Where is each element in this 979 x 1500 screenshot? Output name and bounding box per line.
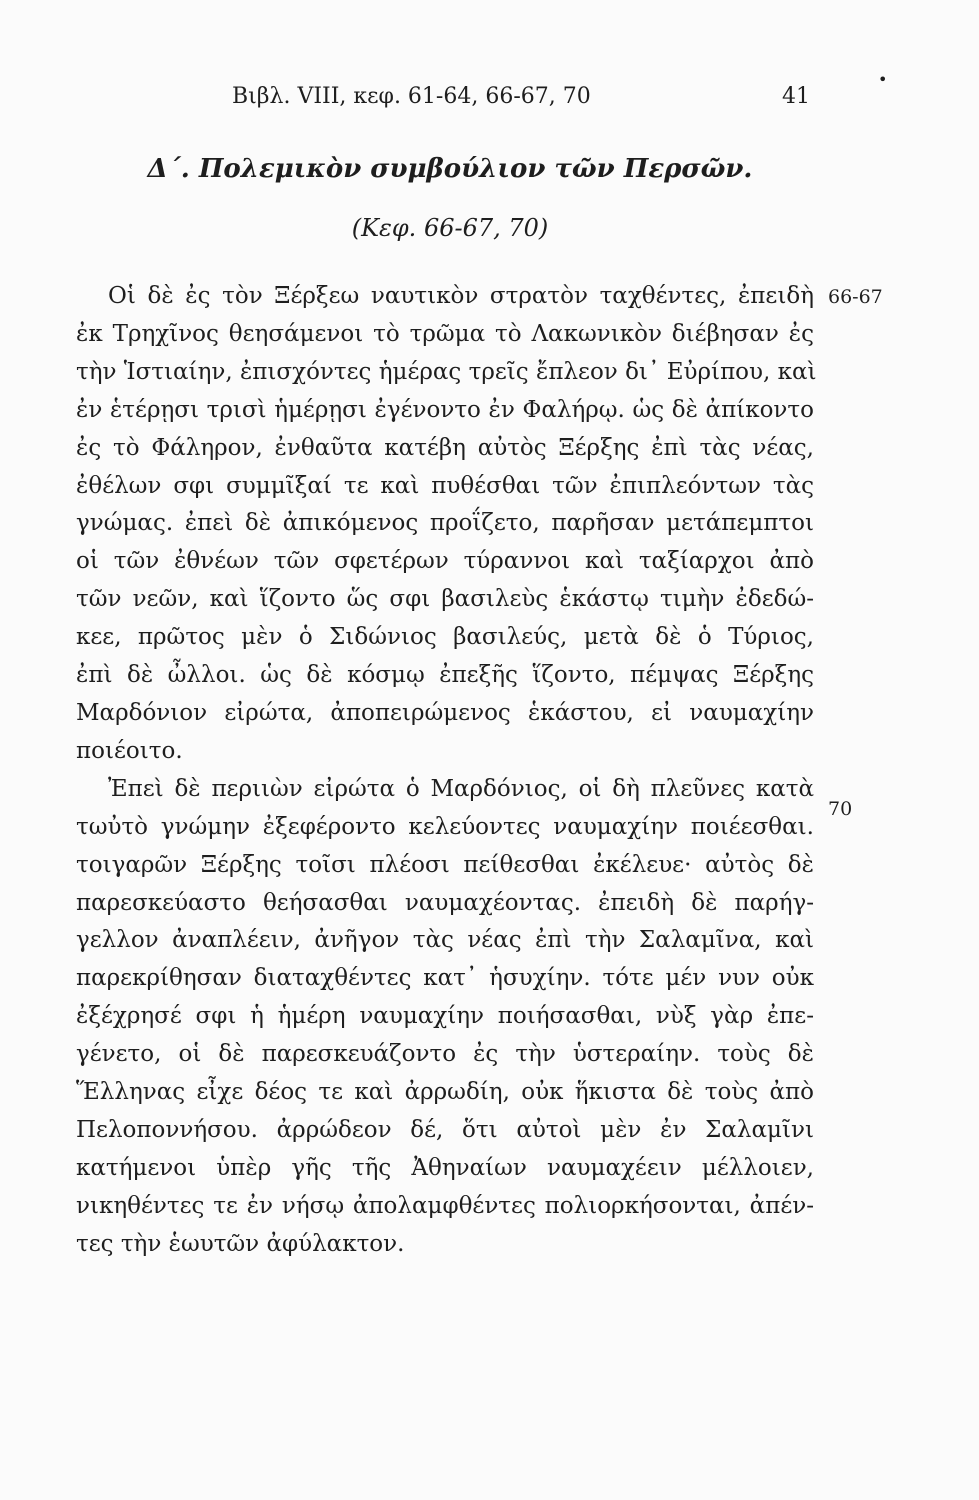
text-line: ἐξέχρησέ σφι ἡ ἡμέρη ναυμαχίην ποιήσασθαι, νὺξ γὰρ ἐπε- bbox=[76, 1003, 814, 1030]
margin-chapter-ref: 70 bbox=[828, 798, 853, 820]
body-text bbox=[76, 278, 817, 1264]
text-line: παρεσκεύαστο θεήσασθαι ναυμαχέοντας. ἐπειδὴ δὲ παρήγ- bbox=[76, 889, 814, 916]
page-number: 41 bbox=[782, 84, 810, 109]
text-line: τῶν νεῶν, καὶ ἵζοντο ὥς σφι βασιλεὺς ἑκάστῳ τιμὴν ἐδεδώ- bbox=[76, 586, 814, 613]
running-head: Βιβλ. VIII, κεφ. 61-64, 66-67, 70 bbox=[232, 84, 591, 109]
text-line: παρεκρίθησαν διαταχθέντες κατ᾽ ἡσυχίην. τότε μέν νυν οὐκ bbox=[76, 965, 814, 992]
page-header bbox=[232, 84, 810, 120]
text-line: Μαρδόνιον εἰρώτα, ἀποπειρώμενος ἑκάστου, εἰ ναυμαχίην bbox=[76, 699, 814, 726]
text-line: τες τὴν ἑωυτῶν ἀφύλακτον. bbox=[76, 1230, 405, 1257]
text-line: ἐπὶ δὲ ὦλλοι. ὡς δὲ κόσμῳ ἐπεξῆς ἵζοντο, πέμψας Ξέρξης bbox=[76, 662, 814, 689]
text-line: Ἐπεὶ δὲ περιιὼν εἰρώτα ὁ Μαρδόνιος, οἱ δὴ πλεῦνες κατὰ bbox=[108, 775, 814, 802]
section-heading: Δ΄. Πολεμικὸν συμβούλιον τῶν Περσῶν. bbox=[147, 154, 753, 184]
text-line: ἐν ἑτέρῃσι τρισὶ ἡμέρῃσι ἐγένοντο ἐν Φαλήρῳ. ὡς δὲ ἀπίκοντο bbox=[76, 396, 814, 423]
text-line: κατήμενοι ὑπὲρ γῆς τῆς Ἀθηναίων ναυμαχέειν μέλλοιεν, bbox=[76, 1154, 814, 1181]
text-line: νικηθέντες τε ἐν νήσῳ ἀπολαμφθέντες πολιορκήσονται, ἀπέν- bbox=[76, 1192, 814, 1219]
text-line: γένετο, οἱ δὲ παρεσκευάζοντο ἐς τὴν ὑστεραίην. τοὺς δὲ bbox=[76, 1041, 814, 1068]
text-line: γνώμας. ἐπεὶ δὲ ἀπικόμενος προΐζετο, παρῆσαν μετάπεμπτοι bbox=[76, 510, 814, 537]
text-line: ἐκ Τρηχῖνος θεησάμενοι τὸ τρῶμα τὸ Λακωνικὸν διέβησαν ἐς bbox=[76, 320, 814, 347]
text-line: τὴν Ἱστιαίην, ἐπισχόντες ἡμέρας τρεῖς ἔπλεον δι᾽ Εὐρίπου, καὶ bbox=[76, 358, 817, 385]
page-speck: • bbox=[878, 70, 888, 89]
margin-chapter-ref: 66-67 bbox=[828, 286, 883, 308]
text-line: οἱ τῶν ἐθνέων τῶν σφετέρων τύραννοι καὶ ταξίαρχοι ἀπὸ bbox=[76, 548, 814, 575]
text-line: Πελοποννήσου. ἀρρώδεον δέ, ὅτι αὐτοὶ μὲν ἐν Σαλαμῖνι bbox=[76, 1116, 814, 1143]
text-line: τοιγαρῶν Ξέρξης τοῖσι πλέοσι πείθεσθαι ἐκέλευε· αὐτὸς δὲ bbox=[76, 851, 814, 878]
section-subheading: (Κεφ. 66-67, 70) bbox=[351, 214, 549, 242]
text-line: Οἱ δὲ ἐς τὸν Ξέρξεω ναυτικὸν στρατὸν ταχθέντες, ἐπειδὴ bbox=[108, 283, 814, 309]
text-line: ἐς τὸ Φάληρον, ἐνθαῦτα κατέβη αὐτὸς Ξέρξης ἐπὶ τὰς νέας, bbox=[76, 434, 814, 461]
text-line: τωὐτὸ γνώμην ἐξεφέροντο κελεύοντες ναυμαχίην ποιέεσθαι. bbox=[76, 813, 814, 840]
text-line: γελλον ἀναπλέειν, ἀνῆγον τὰς νέας ἐπὶ τὴν Σαλαμῖνα, καὶ bbox=[76, 927, 814, 954]
text-line: ποιέοιτο. bbox=[76, 737, 183, 764]
text-line: κεε, πρῶτος μὲν ὁ Σιδώνιος βασιλεύς, μετὰ δὲ ὁ Τύριος, bbox=[76, 624, 814, 651]
text-line: ἐθέλων σφι συμμῖξαί τε καὶ πυθέσθαι τῶν ἐπιπλεόντων τὰς bbox=[76, 472, 814, 499]
text-line: Ἕλληνας εἶχε δέος τε καὶ ἀρρωδίη, οὐκ ἥκιστα δὲ τοὺς ἀπὸ bbox=[76, 1079, 814, 1106]
